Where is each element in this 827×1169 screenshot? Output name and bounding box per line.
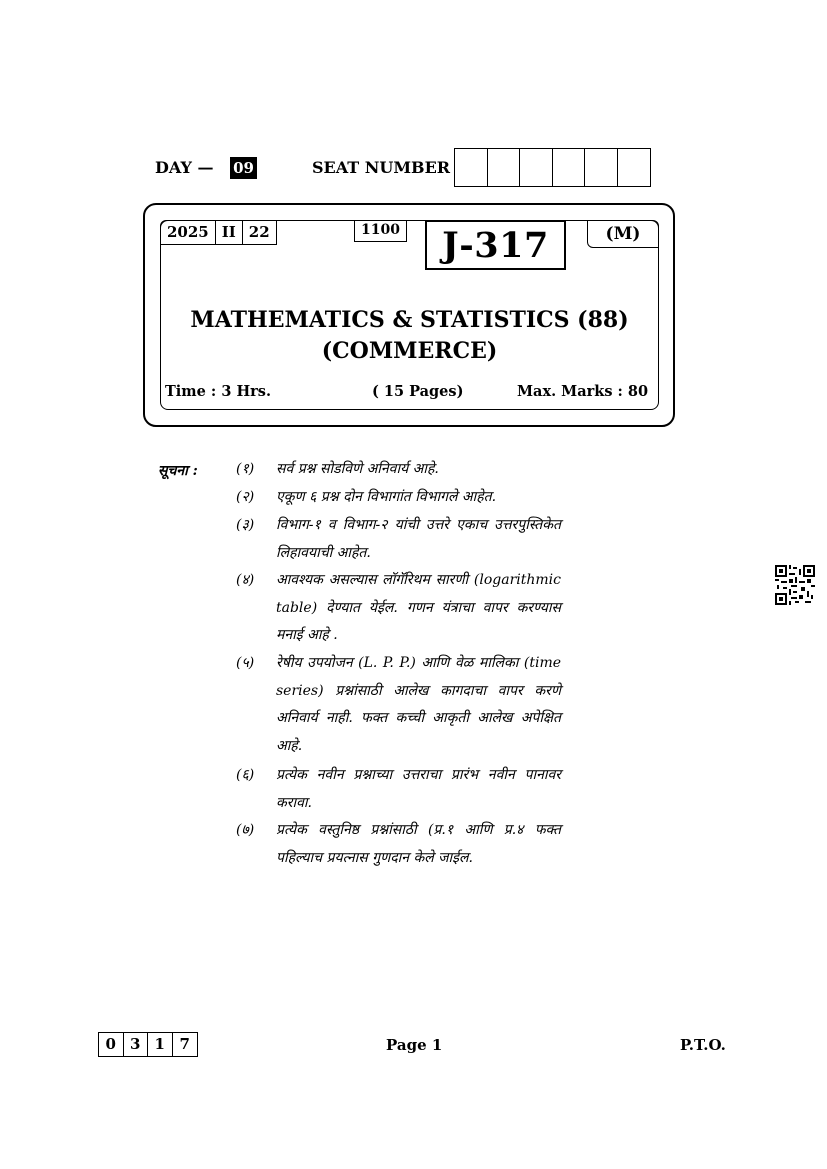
qr-code-icon — [775, 565, 815, 605]
subject-subtitle: (COMMERCE) — [321, 338, 498, 364]
instruction-item — [236, 817, 561, 872]
instruction-text: विभाग-१ व विभाग-२ यांची उत्तरे एकाच उत्तरपुस्तिकेत लिहावयाची आहेत. — [276, 517, 561, 561]
instruction-number: (१) — [236, 461, 255, 477]
instruction-number: (३) — [236, 517, 255, 533]
seat-number-boxes[interactable] — [454, 148, 651, 187]
seat-number-cell[interactable] — [520, 149, 553, 186]
exam-duration: Time : 3 Hrs. — [165, 383, 272, 400]
page-number: Page 1 — [386, 1036, 443, 1054]
instruction-number: (४) — [236, 572, 255, 588]
day-value: 09 — [230, 157, 257, 179]
footer-code-digit: 0 — [99, 1033, 124, 1056]
instruction-item — [236, 567, 561, 650]
exam-date-box — [160, 220, 277, 245]
instruction-text: रेषीय उपयोजन (L. P. P.) आणि वेळ मालिका (time series) प्रश्नांसाठी आलेख कागदाचा वापर करणे अनिवार्य नाही. फक्त कच्ची आकृती आलेख अपेक्षित आहे. — [276, 655, 561, 754]
instruction-number: (५) — [236, 655, 255, 671]
instruction-item — [236, 456, 561, 484]
instruction-item — [236, 484, 561, 512]
page-count: ( 15 Pages) — [372, 383, 464, 400]
seat-number-label: SEAT NUMBER — [312, 158, 451, 177]
footer-code-digit: 3 — [124, 1033, 149, 1056]
instruction-number: (२) — [236, 489, 255, 505]
instruction-text: प्रत्येक वस्तुनिष्ठ प्रश्नांसाठी (प्र.१ आणि प्र.४ फक्त पहिल्याच प्रयत्नास गुणदान केले जाईल. — [276, 822, 561, 866]
instructions-heading: सूचना : — [158, 463, 198, 479]
day-label: DAY — — [155, 158, 214, 177]
medium-badge: (M) — [587, 220, 659, 248]
subject-title: MATHEMATICS & STATISTICS (88) — [190, 307, 629, 333]
footer-code-digit: 1 — [148, 1033, 173, 1056]
seat-number-cell[interactable] — [455, 149, 488, 186]
paper-code: J-317 — [425, 220, 566, 270]
instruction-text: प्रत्येक नवीन प्रश्नाच्या उत्तराचा प्रारंभ नवीन पानावर करावा. — [276, 767, 561, 811]
exam-year: 2025 — [161, 221, 216, 244]
seat-number-cell[interactable] — [553, 149, 586, 186]
max-marks: Max. Marks : 80 — [517, 383, 649, 400]
instruction-text: आवश्यक असल्यास लॉगॅरिथम सारणी (logarithmic table) देण्यात येईल. गणन यंत्राचा वापर करण्यास मनाई आहे . — [276, 572, 561, 644]
seat-number-cell[interactable] — [585, 149, 618, 186]
footer-paper-code — [98, 1032, 198, 1057]
footer-code-digit: 7 — [179, 1035, 190, 1053]
instruction-number: (७) — [236, 822, 255, 838]
please-turn-over: P.T.O. — [680, 1036, 726, 1054]
exam-month: II — [216, 221, 243, 244]
seat-number-cell[interactable] — [618, 149, 651, 186]
paper-small-code: 1100 — [354, 220, 407, 242]
exam-day: 22 — [248, 223, 270, 241]
instruction-number: (६) — [236, 767, 255, 783]
instruction-text: सर्व प्रश्न सोडविणे अनिवार्य आहे. — [276, 461, 439, 477]
seat-number-cell[interactable] — [488, 149, 521, 186]
instruction-text: एकूण ६ प्रश्न दोन विभागांत विभागले आहेत. — [276, 489, 497, 505]
instruction-item — [236, 512, 561, 567]
instruction-item — [236, 762, 561, 817]
instruction-item — [236, 650, 561, 760]
